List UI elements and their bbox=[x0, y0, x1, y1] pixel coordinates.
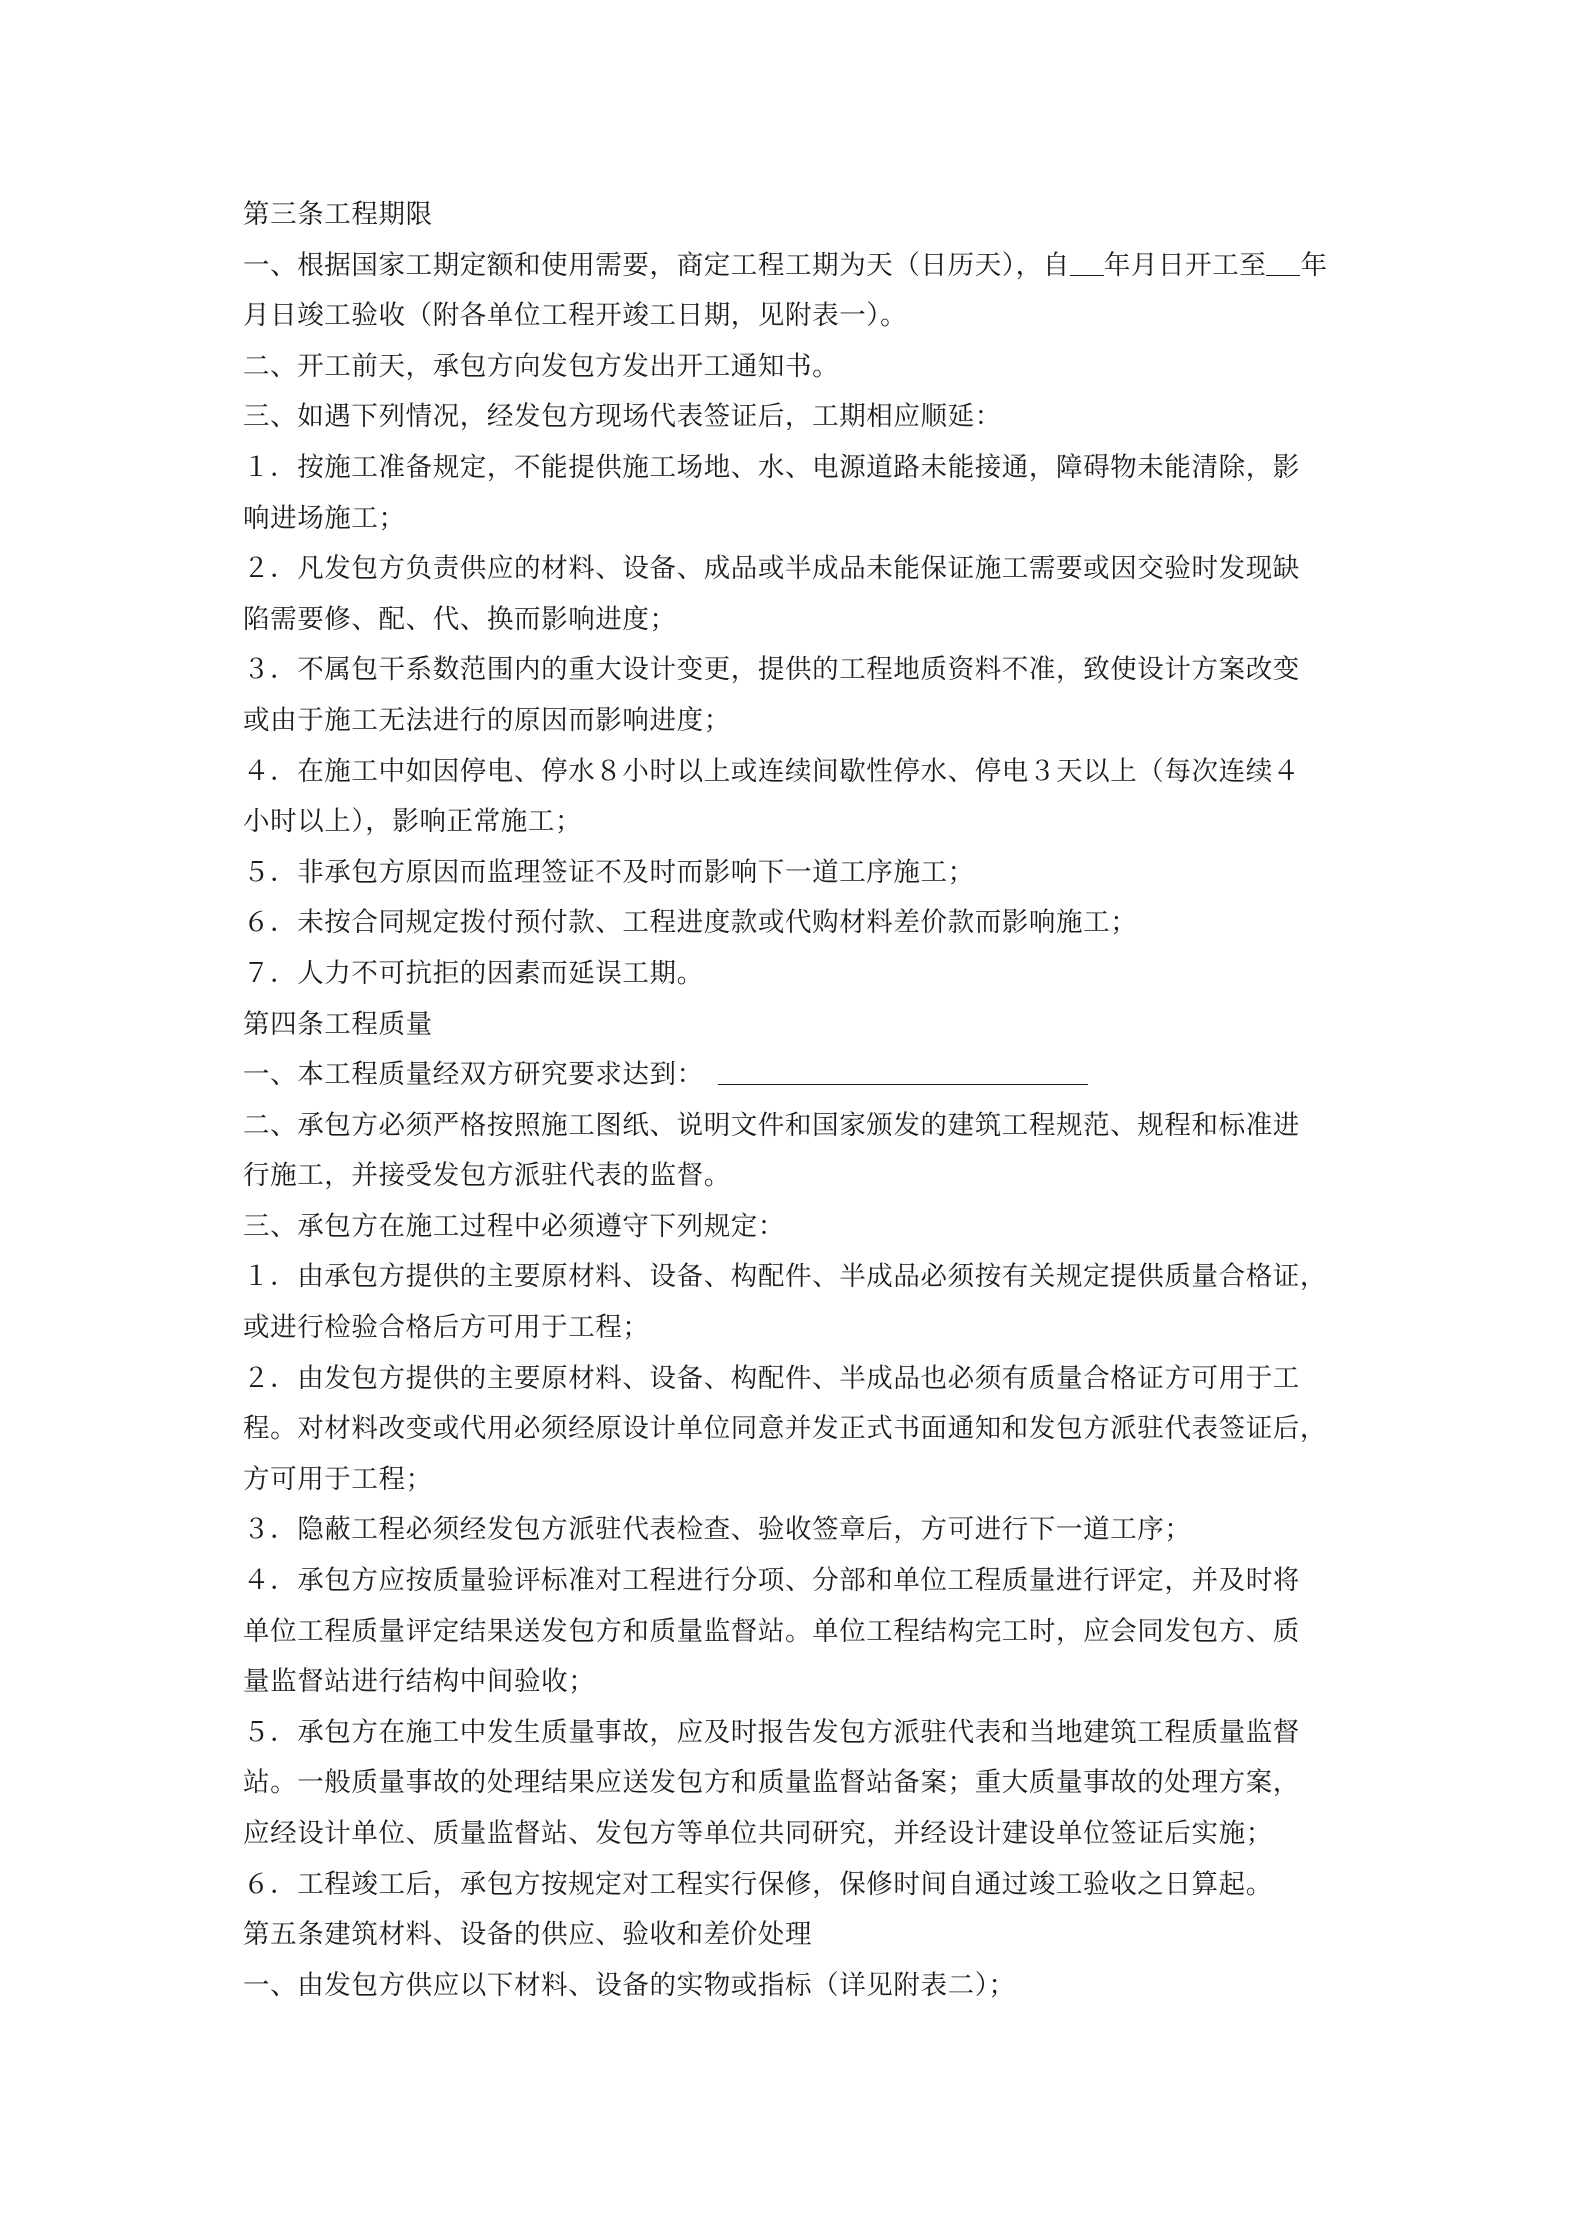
blank-field bbox=[1266, 243, 1300, 276]
list-item: 应经设计单位、质量监督站、发包方等单位共同研究，并经设计建设单位签证后实施； bbox=[243, 1818, 1273, 1849]
list-item: ５．承包方在施工中发生质量事故，应及时报告发包方派驻代表和当地建筑工程质量监督 bbox=[243, 1716, 1300, 1748]
paragraph-line: 二、开工前天，承包方向发包方发出开工通知书。 bbox=[243, 350, 840, 382]
list-item: 站。一般质量事故的处理结果应送发包方和质量监督站备案；重大质量事故的处理方案， bbox=[243, 1767, 1300, 1799]
list-item: ４．在施工中如因停电、停水８小时以上或连续间歇性停水、停电３天以上（每次连续４ bbox=[243, 755, 1300, 787]
list-item: 响进场施工； bbox=[243, 502, 406, 534]
list-item: 单位工程质量评定结果送发包方和质量监督站。单位工程结构完工时，应会同发包方、质 bbox=[243, 1615, 1300, 1647]
list-item: ２．由发包方提供的主要原材料、设备、构配件、半成品也必须有质量合格证方可用于工 bbox=[243, 1362, 1300, 1394]
paragraph-line: 二、承包方必须严格按照施工图纸、说明文件和国家颁发的建筑工程规范、规程和标准进 bbox=[243, 1109, 1300, 1141]
text-segment: 一、根据国家工期定额和使用需要，商定工程工期为天（日历天），自 bbox=[243, 249, 1070, 281]
contract-text bbox=[243, 190, 1363, 2011]
list-item: 或进行检验合格后方可用于工程； bbox=[243, 1312, 650, 1344]
article-4-heading: 第四条工程质量 bbox=[243, 1008, 433, 1040]
paragraph-line: 月日竣工验收（附各单位工程开竣工日期，见附表一）。 bbox=[243, 300, 908, 332]
blank-field bbox=[718, 1052, 1088, 1085]
list-item: ７．人力不可抗拒的因素而延误工期。 bbox=[243, 957, 704, 989]
list-item: 或由于施工无法进行的原因而影响进度； bbox=[243, 704, 731, 736]
paragraph-line bbox=[243, 241, 1363, 292]
list-item: 小时以上），影响正常施工； bbox=[243, 806, 583, 838]
paragraph-line bbox=[243, 1050, 1363, 1101]
text-segment: 一、本工程质量经双方研究要求达到： bbox=[243, 1059, 704, 1091]
list-item: ６．未按合同规定拨付预付款、工程进度款或代购材料差价款而影响施工； bbox=[243, 907, 1138, 939]
list-item: ４．承包方应按质量验评标准对工程进行分项、分部和单位工程质量进行评定，并及时将 bbox=[243, 1565, 1300, 1597]
list-item: 方可用于工程； bbox=[243, 1463, 433, 1495]
list-item: ５．非承包方原因而监理签证不及时而影响下一道工序施工； bbox=[243, 856, 975, 888]
list-item: ６．工程竣工后，承包方按规定对工程实行保修，保修时间自通过竣工验收之日算起。 bbox=[243, 1868, 1273, 1900]
list-item: 程。对材料改变或代用必须经原设计单位同意并发正式书面通知和发包方派驻代表签证后， bbox=[243, 1413, 1327, 1445]
list-item: １．按施工准备规定，不能提供施工场地、水、电源道路未能接通，障碍物未能清除，影 bbox=[243, 451, 1300, 483]
list-item: １．由承包方提供的主要原材料、设备、构配件、半成品必须按有关规定提供质量合格证， bbox=[243, 1261, 1327, 1293]
blank-field bbox=[1070, 243, 1104, 276]
text-segment: 年月日开工至 bbox=[1103, 249, 1267, 281]
paragraph-line: 三、如遇下列情况，经发包方现场代表签证后，工期相应顺延： bbox=[243, 401, 1002, 433]
article-5-heading: 第五条建筑材料、设备的供应、验收和差价处理 bbox=[243, 1919, 813, 1951]
paragraph-line: 一、由发包方供应以下材料、设备的实物或指标（详见附表二）； bbox=[243, 1969, 1016, 2001]
article-3-heading: 第三条工程期限 bbox=[243, 199, 433, 230]
list-item: 陷需要修、配、代、换而影响进度； bbox=[243, 603, 677, 635]
text-segment: 年 bbox=[1300, 249, 1328, 281]
list-item: ３．不属包干系数范围内的重大设计变更，提供的工程地质资料不准，致使设计方案改变 bbox=[243, 654, 1300, 686]
list-item: 量监督站进行结构中间验收； bbox=[243, 1666, 596, 1698]
list-item: ２．凡发包方负责供应的材料、设备、成品或半成品未能保证施工需要或因交验时发现缺 bbox=[243, 553, 1300, 585]
paragraph-line: 三、承包方在施工过程中必须遵守下列规定： bbox=[243, 1210, 785, 1242]
paragraph-line: 行施工，并接受发包方派驻代表的监督。 bbox=[243, 1160, 731, 1192]
list-item: ３．隐蔽工程必须经发包方派驻代表检查、验收签章后，方可进行下一道工序； bbox=[243, 1514, 1192, 1546]
